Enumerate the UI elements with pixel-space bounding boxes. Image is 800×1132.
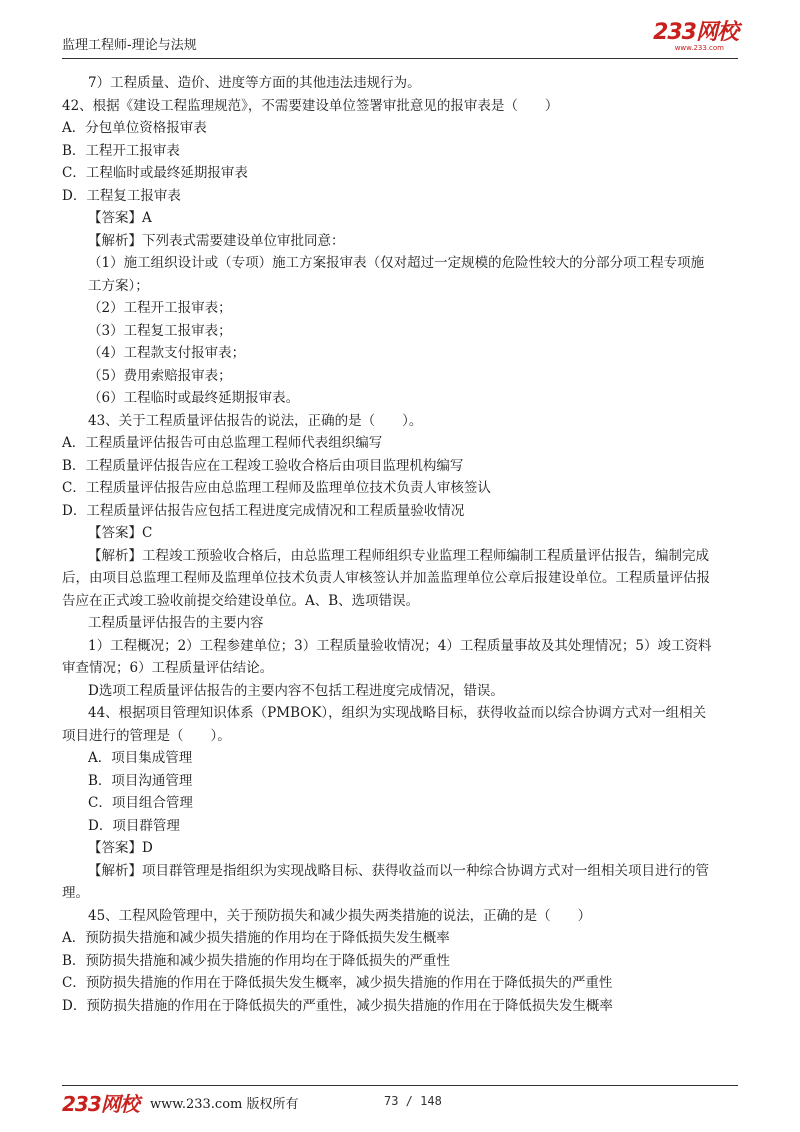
option-c: C．项目组合管理 bbox=[88, 795, 193, 811]
footer-site: www.233.com 版权所有 bbox=[150, 1097, 299, 1112]
text-line: 7）工程质量、造价、进度等方面的其他违法违规行为。 bbox=[88, 75, 421, 91]
analysis-item: （2）工程开工报审表； bbox=[88, 300, 232, 316]
logo-url: www.233.com bbox=[674, 44, 724, 52]
header-divider bbox=[62, 58, 738, 59]
option-b: B．工程质量评估报告应在工程竣工验收合格后由项目监理机构编写 bbox=[62, 457, 464, 474]
answer: 【答案】C bbox=[88, 525, 153, 541]
analysis-item: （3）工程复工报审表； bbox=[88, 322, 232, 339]
analysis-item: （4）工程款支付报审表； bbox=[88, 345, 246, 361]
page-header bbox=[62, 22, 738, 58]
option-d: D．工程复工报审表 bbox=[62, 187, 181, 204]
analysis-text: 1）工程概况；2）工程参建单位；3）工程质量验收情况；4）工程质量事故及其处理情况；5）竣工资料审查情况；6）工程质量评估结论。 bbox=[62, 637, 712, 676]
analysis-subheading: 工程质量评估报告的主要内容 bbox=[88, 615, 264, 631]
option-c: C．工程临时或最终延期报审表 bbox=[62, 165, 248, 181]
answer: 【答案】A bbox=[88, 210, 152, 226]
answer: 【答案】D bbox=[88, 840, 153, 856]
footer-logo[interactable]: 233网校 bbox=[62, 1092, 139, 1116]
question-45: 45、工程风险管理中，关于预防损失和减少损失两类措施的说法，正确的是（ ） bbox=[88, 907, 592, 924]
option-a: A．项目集成管理 bbox=[88, 750, 193, 766]
analysis-item: （5）费用索赔报审表； bbox=[88, 367, 232, 384]
option-c: C．预防损失措施的作用在于降低损失发生概率，减少损失措施的作用在于降低损失的严重性 bbox=[62, 975, 613, 991]
option-a: A．工程质量评估报告可由总监理工程师代表组织编写 bbox=[62, 435, 383, 451]
analysis: 【解析】下列表式需要建设单位审批同意： bbox=[88, 232, 345, 249]
brand-logo[interactable] bbox=[653, 22, 738, 52]
analysis: 【解析】工程竣工预验收合格后，由总监理工程师组织专业监理工程师编制工程质量评估报告，编制完成后，由项目总监理工程师及监理单位技术负责人审核签认并加盖监理单位公章后报建设单位。工程质量评估报告应在正式竣工验收前提交给建设单位。A、B、选项错误。 bbox=[62, 547, 710, 609]
option-d: D．工程质量评估报告应包括工程进度完成情况和工程质量验收情况 bbox=[62, 502, 465, 519]
header-title: 监理工程师-理论与法规 bbox=[62, 38, 197, 53]
option-a: A．分包单位资格报审表 bbox=[62, 120, 207, 136]
option-d: D．预防损失措施的作用在于降低损失的严重性，减少损失措施的作用在于降低损失发生概率 bbox=[62, 997, 613, 1014]
option-a: A．预防损失措施和减少损失措施的作用均在于降低损失发生概率 bbox=[62, 930, 450, 946]
option-b: B．预防损失措施和减少损失措施的作用均在于降低损失的严重性 bbox=[62, 952, 450, 969]
analysis-text: D选项工程质量评估报告的主要内容不包括工程进度完成情况，错误。 bbox=[88, 682, 504, 699]
question-44: 44、根据项目管理知识体系（PMBOK），组织为实现战略目标，获得收益而以综合协调方式对一组相关项目进行的管理是（ ）。 bbox=[62, 705, 707, 744]
option-b: B．工程开工报审表 bbox=[62, 142, 180, 159]
analysis-item: （1）施工组织设计或（专项）施工方案报审表（仅对超过一定规模的危险性较大的分部分项工程专项施工方案）； bbox=[88, 255, 705, 294]
option-c: C．工程质量评估报告应由总监理工程师及监理单位技术负责人审核签认 bbox=[62, 480, 491, 496]
option-b: B．项目沟通管理 bbox=[88, 772, 193, 789]
page-number: 73 / 148 bbox=[384, 1094, 442, 1108]
footer-divider bbox=[62, 1085, 738, 1086]
option-d: D．项目群管理 bbox=[88, 817, 180, 834]
document-body bbox=[62, 72, 714, 1017]
question-42: 42、根据《建设工程监理规范》，不需要建设单位签署审批意见的报审表是（ ） bbox=[62, 97, 559, 114]
logo-text: 233网校 bbox=[653, 20, 738, 45]
analysis: 【解析】项目群管理是指组织为实现战略目标、获得收益而以一种综合协调方式对一组相关项目进行的管理。 bbox=[62, 862, 709, 901]
question-43: 43、关于工程质量评估报告的说法，正确的是（ ）。 bbox=[88, 412, 423, 429]
page-footer bbox=[62, 1088, 738, 1116]
analysis-item: （6）工程临时或最终延期报审表。 bbox=[88, 390, 300, 406]
